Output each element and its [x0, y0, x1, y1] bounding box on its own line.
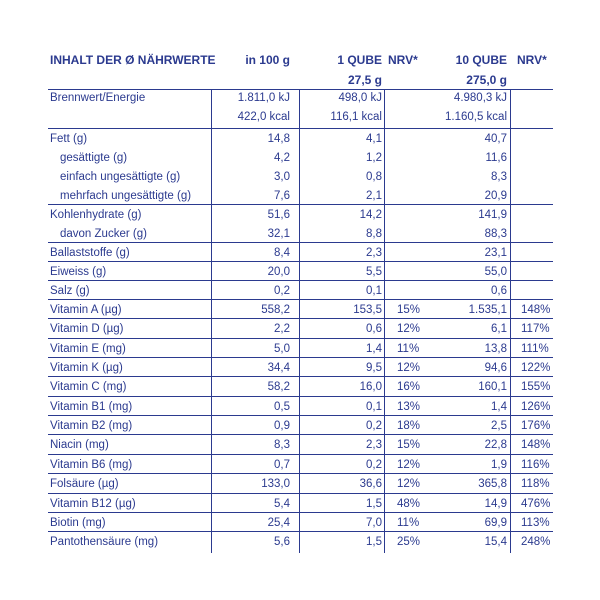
header-qube1: 1 QUBE [337, 53, 382, 67]
row-7-per100: 20,0 [267, 266, 290, 278]
row-8-qube1: 0,1 [366, 285, 382, 297]
column-divider-3 [510, 89, 511, 553]
row-5-label: davon Zucker (g) [60, 228, 147, 240]
row-4-qube1: 14,2 [359, 209, 382, 221]
row-7-label: Eiweiss (g) [50, 266, 107, 278]
row-11-qube1: 1,4 [366, 342, 382, 355]
row-15-per100: 0,9 [274, 420, 290, 433]
header-title: INHALT DER Ø NÄHRWERTE [50, 53, 216, 67]
row-5-qube1: 8,8 [366, 228, 382, 240]
row-5-per100: 32,1 [267, 228, 290, 240]
energy-kj-per100: 1.811,0 kJ [237, 92, 290, 104]
row-divider [48, 299, 553, 300]
row-11-nrv10: 111% [521, 342, 549, 355]
row-17-nrv1: 12% [397, 458, 421, 471]
header-divider [48, 89, 553, 90]
row-14-nrv10: 126% [521, 400, 551, 413]
row-12-qube10: 94,6 [484, 362, 507, 375]
row-8-per100: 0,2 [274, 285, 290, 297]
row-16-qube1: 2,3 [366, 439, 382, 452]
row-17-label: Vitamin B6 (mg) [50, 458, 133, 471]
row-divider [48, 280, 553, 281]
row-6-qube1: 2,3 [366, 247, 382, 259]
row-18-label: Folsäure (µg) [50, 478, 119, 491]
row-4-qube10: 141,9 [478, 209, 507, 221]
row-19-qube1: 1,5 [366, 497, 382, 510]
row-0-qube10: 40,7 [484, 133, 507, 145]
row-2-label: einfach ungesättigte (g) [60, 171, 181, 183]
row-12-qube1: 9,5 [366, 362, 382, 375]
row-10-qube1: 0,6 [366, 323, 382, 336]
row-0-qube1: 4,1 [366, 133, 382, 145]
header-nrv1: NRV* [388, 53, 418, 67]
row-7-qube10: 55,0 [484, 266, 507, 278]
row-divider [48, 338, 553, 339]
row-4-label: Kohlenhydrate (g) [50, 209, 142, 221]
row-divider [48, 434, 553, 435]
energy-kcal-qube10: 1.160,5 kcal [444, 111, 507, 123]
row-10-nrv10: 117% [521, 323, 550, 336]
row-3-label: mehrfach ungesättigte (g) [60, 190, 192, 202]
energy-kcal-qube1: 116,1 kcal [330, 111, 382, 123]
energy-label: Brennwert/Energie [50, 92, 146, 104]
row-13-label: Vitamin C (mg) [50, 381, 127, 394]
row-9-label: Vitamin A (µg) [50, 304, 122, 316]
row-16-nrv1: 15% [397, 439, 421, 452]
row-14-nrv1: 13% [397, 400, 421, 413]
row-14-label: Vitamin B1 (mg) [50, 400, 133, 413]
row-20-qube1: 7,0 [366, 516, 382, 529]
row-divider [48, 415, 553, 416]
row-18-nrv1: 12% [397, 478, 421, 491]
row-7-qube1: 5,5 [366, 266, 382, 278]
row-13-qube1: 16,0 [359, 381, 382, 394]
header-qube1-weight: 27,5 g [347, 73, 382, 87]
row-17-nrv10: 116% [521, 458, 550, 471]
row-20-nrv10: 113% [521, 516, 550, 529]
row-0-per100: 14,8 [267, 133, 290, 145]
row-18-qube10: 365,8 [478, 478, 507, 491]
column-divider-0 [211, 89, 212, 553]
header-nrv10: NRV* [517, 53, 547, 67]
row-11-qube10: 13,8 [484, 342, 507, 355]
row-2-per100: 3,0 [274, 171, 290, 183]
row-15-nrv10: 176% [521, 420, 551, 433]
row-divider [48, 204, 553, 205]
row-19-label: Vitamin B12 (µg) [50, 497, 136, 510]
row-divider [48, 493, 553, 494]
row-16-label: Niacin (mg) [50, 439, 109, 452]
row-19-per100: 5,4 [274, 497, 290, 510]
header-qube10-weight: 275,0 g [466, 73, 507, 87]
row-3-qube10: 20,9 [484, 190, 507, 202]
row-20-qube10: 69,9 [484, 516, 507, 529]
row-1-qube10: 11,6 [485, 152, 507, 164]
row-12-nrv10: 122% [521, 362, 551, 375]
row-1-label: gesättigte (g) [60, 152, 128, 164]
row-1-per100: 4,2 [274, 152, 290, 164]
row-21-nrv1: 25% [397, 536, 421, 549]
row-4-per100: 51,6 [267, 209, 290, 221]
row-12-label: Vitamin K (µg) [50, 362, 123, 375]
row-17-qube1: 0,2 [366, 458, 382, 471]
row-15-label: Vitamin B2 (mg) [50, 420, 133, 433]
column-divider-1 [299, 89, 300, 553]
row-13-qube10: 160,1 [478, 381, 507, 394]
row-21-label: Pantothensäure (mg) [50, 536, 159, 549]
column-divider-2 [384, 89, 385, 553]
row-17-qube10: 1,9 [491, 458, 507, 471]
row-13-nrv1: 16% [397, 381, 421, 394]
row-2-qube10: 8,3 [491, 171, 507, 183]
row-19-nrv10: 476% [521, 497, 551, 510]
row-2-qube1: 0,8 [366, 171, 382, 183]
row-10-qube10: 6,1 [491, 323, 507, 336]
row-13-nrv10: 155% [521, 381, 551, 394]
row-14-qube10: 1,4 [491, 400, 507, 413]
row-21-per100: 5,6 [274, 536, 290, 549]
row-divider [48, 318, 553, 319]
row-16-qube10: 22,8 [484, 439, 507, 452]
row-10-nrv1: 12% [397, 323, 421, 336]
header-qube10: 10 QUBE [455, 53, 507, 67]
row-divider [48, 531, 553, 532]
row-20-nrv1: 11% [397, 516, 420, 529]
row-9-nrv10: 148% [521, 304, 551, 316]
row-5-qube10: 88,3 [484, 228, 507, 240]
row-21-nrv10: 248% [521, 536, 551, 549]
row-divider [48, 242, 553, 243]
row-9-qube1: 153,5 [353, 304, 382, 316]
row-18-per100: 133,0 [261, 478, 290, 491]
row-0-label: Fett (g) [50, 133, 88, 145]
row-9-per100: 558,2 [261, 304, 290, 316]
row-11-per100: 5,0 [274, 342, 290, 355]
row-20-label: Biotin (mg) [50, 516, 106, 529]
header-per100: in 100 g [245, 53, 290, 67]
row-19-qube10: 14,9 [484, 497, 507, 510]
row-14-per100: 0,5 [274, 400, 290, 413]
energy-kj-qube1: 498,0 kJ [338, 92, 382, 104]
row-9-nrv1: 15% [397, 304, 421, 316]
row-18-nrv10: 118% [521, 478, 550, 491]
row-1-qube1: 1,2 [366, 152, 382, 164]
row-divider [48, 454, 553, 455]
row-9-qube10: 1.535,1 [468, 304, 507, 316]
row-3-qube1: 2,1 [366, 190, 382, 202]
row-6-per100: 8,4 [274, 247, 290, 259]
row-12-per100: 34,4 [267, 362, 290, 375]
row-15-qube10: 2,5 [491, 420, 507, 433]
row-divider [48, 357, 553, 358]
row-divider [48, 376, 553, 377]
row-16-nrv10: 148% [521, 439, 551, 452]
row-20-per100: 25,4 [267, 516, 290, 529]
row-11-label: Vitamin E (mg) [50, 342, 126, 355]
row-11-nrv1: 11% [397, 342, 420, 355]
row-8-qube10: 0,6 [491, 285, 507, 297]
row-6-label: Ballaststoffe (g) [50, 247, 130, 259]
row-18-qube1: 36,6 [359, 478, 382, 491]
row-19-nrv1: 48% [397, 497, 421, 510]
energy-kj-qube10: 4.980,3 kJ [453, 92, 507, 104]
row-divider [48, 512, 553, 513]
row-14-qube1: 0,1 [366, 400, 382, 413]
row-15-qube1: 0,2 [366, 420, 382, 433]
row-17-per100: 0,7 [274, 458, 290, 471]
row-10-label: Vitamin D (µg) [50, 323, 124, 336]
row-16-per100: 8,3 [274, 439, 290, 452]
row-3-per100: 7,6 [274, 190, 290, 202]
row-13-per100: 58,2 [267, 381, 290, 394]
row-6-qube10: 23,1 [484, 247, 507, 259]
energy-kcal-per100: 422,0 kcal [237, 111, 290, 123]
row-12-nrv1: 12% [397, 362, 421, 375]
row-15-nrv1: 18% [397, 420, 421, 433]
row-8-label: Salz (g) [50, 285, 90, 297]
row-divider [48, 128, 553, 129]
row-divider [48, 396, 553, 397]
row-21-qube10: 15,4 [484, 536, 507, 549]
row-divider [48, 261, 553, 262]
row-21-qube1: 1,5 [366, 536, 382, 549]
row-divider [48, 473, 553, 474]
row-10-per100: 2,2 [274, 323, 290, 336]
